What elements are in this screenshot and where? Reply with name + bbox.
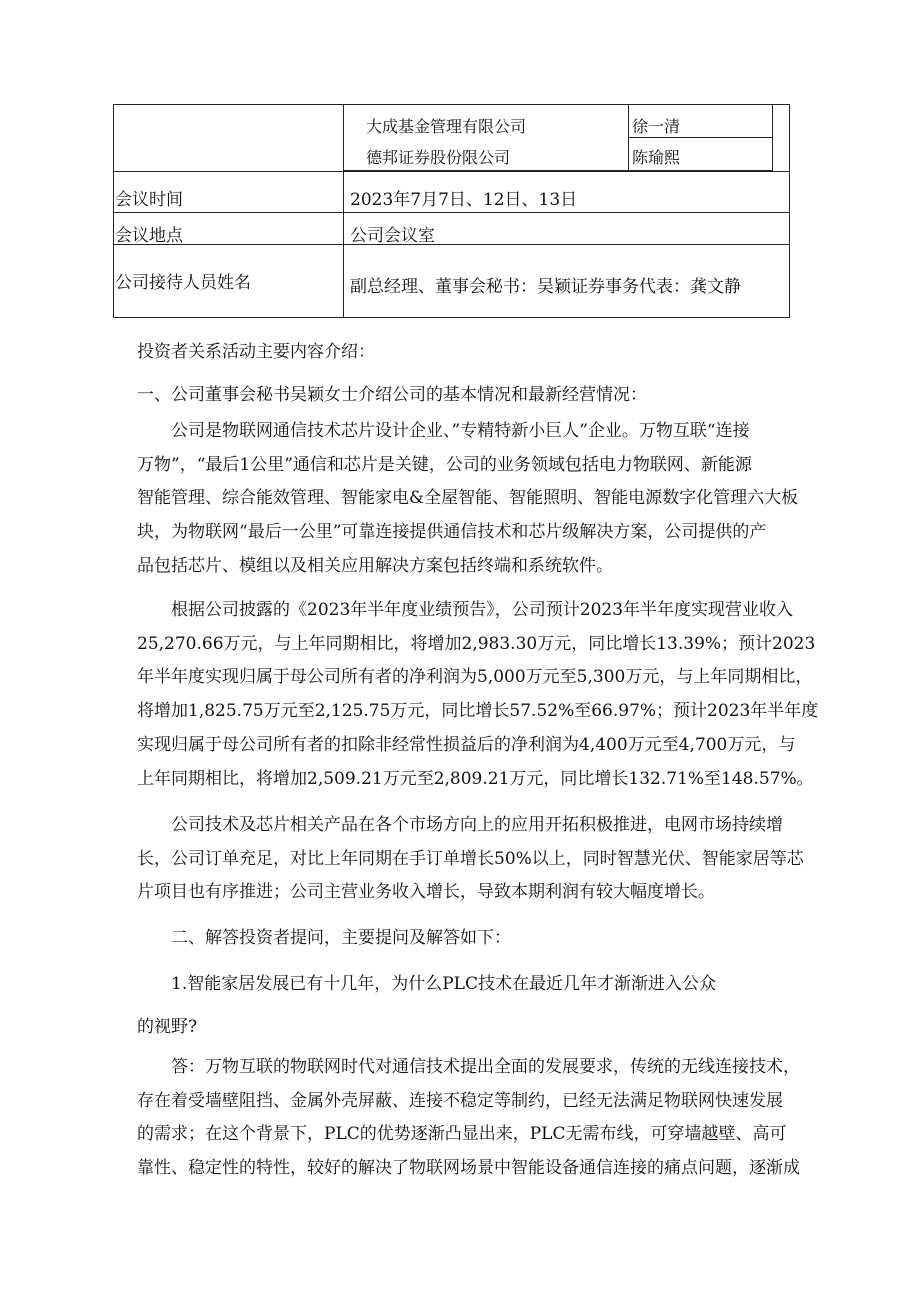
institution-company-2: 德邦证券股份限公司 (366, 148, 511, 167)
paragraph-line: 块，为物联网“最后一公里”可靠连接提供通信技术和芯片级解决方案，公司提供的产 (137, 522, 767, 543)
paragraph-line: 上年同期相比，将增加2,509.21万元至2,809.21万元，同比增长132.71%至148.57%。 (137, 768, 814, 789)
paragraph-line: 长，公司订单充足，对比上年同期在手订单增长50%以上，同时智慧光伏、智能家居等芯 (137, 848, 804, 869)
paragraph-line: 靠性、稳定性的特性，较好的解决了物联网场景中智能设备通信连接的痛点问题，逐渐成 (137, 1158, 800, 1179)
row-divider-staff (113, 244, 790, 245)
paragraph-line: 实现归属于母公司所有者的扣除非经常性损益后的净利润为4,400万元至4,700万元，与 (137, 734, 796, 755)
paragraph-line: 答：万物互联的物联网时代对通信技术提出全面的发展要求，传统的无线连接技术， (171, 1057, 800, 1077)
paragraph-line: 片项目也有序推进；公司主营业务收入增长，导致本期利润有较大幅度增长。 (137, 882, 715, 903)
section1-heading: 一、公司董事会秘书吴颖女士介绍公司的基本情况和最新经营情况： (137, 385, 647, 405)
paragraph-line: 公司是物联网通信技术芯片设计企业、”专精特新小巨人”企业。万物互联“连接 (171, 421, 750, 441)
paragraph-line: 将增加1,825.75万元至2,125.75万元，同比增长57.52%至66.97%；预计2023年半年度 (137, 701, 819, 722)
meeting-place-value: 公司会议室 (350, 226, 435, 246)
table-border-top (113, 104, 790, 105)
paragraph-earnings-forecast (137, 594, 819, 796)
intro-heading: 投资者关系活动主要内容介绍： (137, 342, 375, 362)
row-divider-time (113, 171, 790, 172)
institution-person-2: 陈瑜熙 (632, 148, 681, 167)
paragraph-line: 万物”，“最后1公里”通信和芯片是关键，公司的业务领域包括电力物联网、新能源 (137, 454, 752, 475)
table-border-left (113, 104, 114, 318)
paragraph-line: 存在着受墙壁阻挡、金属外壳屏蔽、连接不稳定等制约，已经无法满足物联网快速发展 (137, 1090, 783, 1111)
table-border-bottom (113, 317, 790, 318)
table-col-divider (343, 104, 344, 318)
table-border-right (789, 104, 790, 318)
paragraph-line: 年半年度实现归属于母公司所有者的净利润为5,000万元至5,300万元，与上年同期相比， (137, 667, 813, 688)
row-divider-place (113, 212, 790, 213)
paragraph-line: 智能管理、综合能效管理、智能家电&全屋智能、智能照明、智能电源数字化管理六大板 (137, 488, 799, 509)
meeting-time-label: 会议时间 (115, 190, 183, 210)
paragraph-company-overview (137, 415, 797, 584)
section2-heading: 二、解答投资者提问，主要提问及解答如下： (171, 928, 511, 948)
paragraph-line: 25,270.66万元，与上年同期相比，将增加2,983.30万元，同比增长13.39%；预计2023 (137, 633, 816, 654)
question1-line1: 1.智能家居发展已有十几年，为什么PLC技术在最近几年才渐渐进入公众 (171, 974, 716, 994)
paragraph-line: 的需求；在这个背景下，PLC的优势逐渐凸显出来，PLC无需布线，可穿墙越壁、高可 (137, 1124, 787, 1145)
answer1-paragraph (137, 1051, 800, 1186)
paragraph-line: 公司技术及芯片相关产品在各个市场方向上的应用开拓积极推进，电网市场持续增 (171, 815, 783, 835)
reception-staff-label: 公司接待人员姓名 (115, 273, 251, 293)
institution-company-1: 大成基金管理有限公司 (366, 117, 527, 136)
paragraph-line: 根据公司披露的《2023年半年度业绩预告》，公司预计2023年半年度实现营业收入 (171, 600, 794, 620)
paragraph-line: 品包括芯片、模组以及相关应用解决方案包括终端和系统软件。 (137, 555, 613, 576)
meeting-place-label: 会议地点 (115, 226, 183, 246)
inner-row-divider (628, 137, 773, 138)
reception-staff-value: 副总经理、董事会秘书：吴颖证券事务代表：龚文静 (350, 277, 741, 297)
institution-person-1: 徐一清 (632, 117, 681, 136)
question1-line2: 的视野? (137, 1017, 198, 1037)
meeting-time-value: 2023年7月7日、12日、13日 (350, 190, 578, 210)
paragraph-market-progress (137, 809, 804, 910)
